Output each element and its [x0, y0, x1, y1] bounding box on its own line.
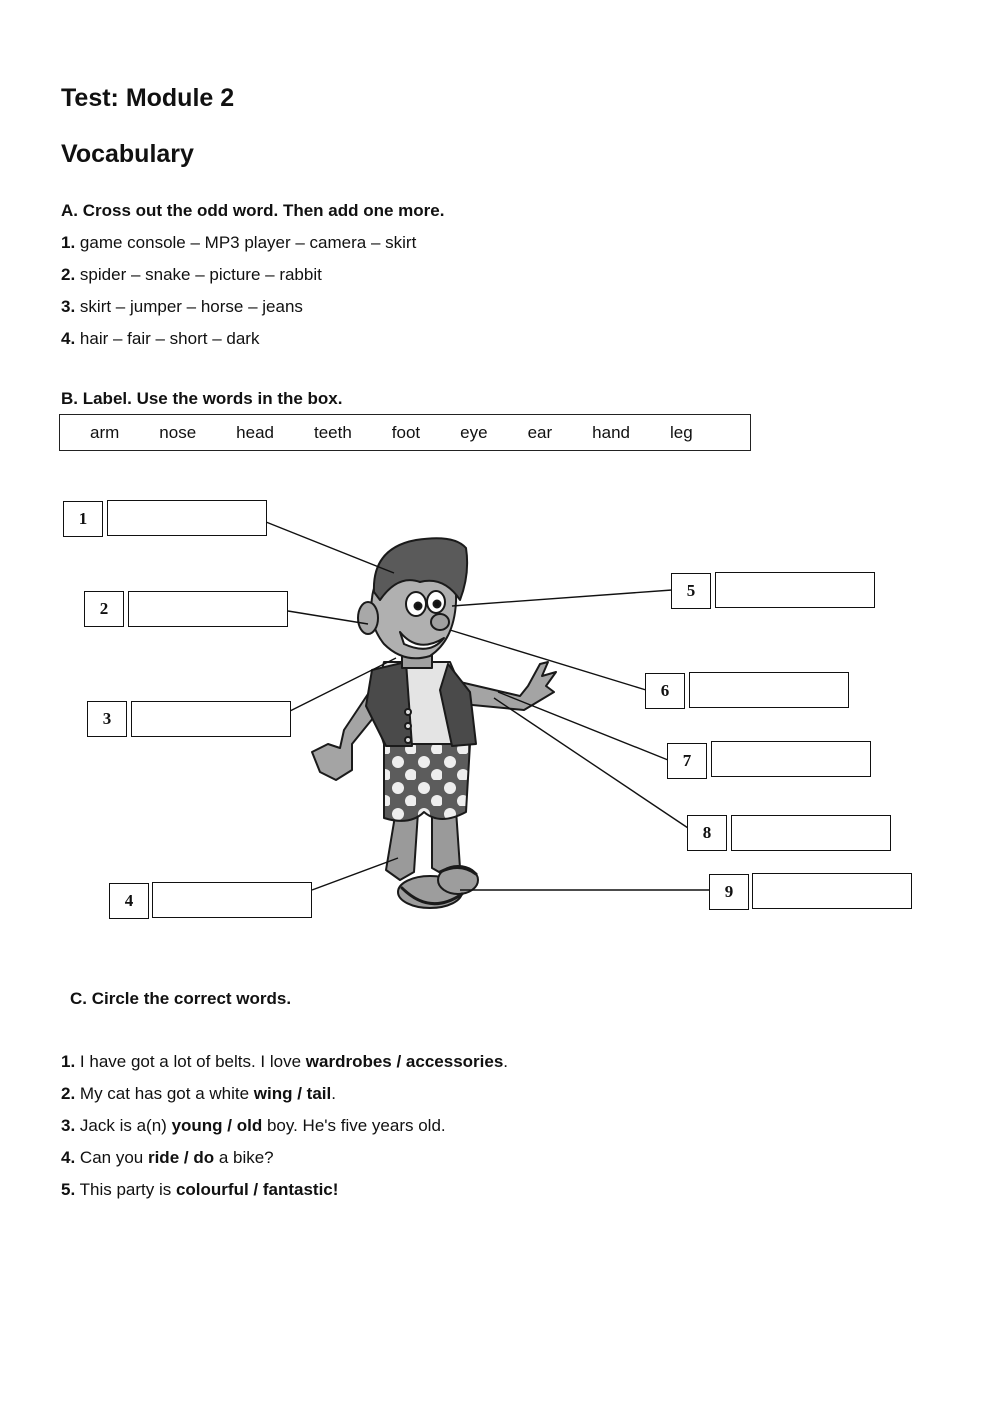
label-answer-field[interactable] [131, 701, 291, 737]
word-box-word: nose [159, 422, 197, 442]
label-number-box: 1 [63, 501, 103, 537]
word-choice[interactable]: wardrobes / accessories [305, 1052, 504, 1071]
word-box-word: ear [527, 422, 553, 442]
word-box-word: hand [592, 422, 630, 442]
part-b-instruction: B. Label. Use the words in the box. [61, 389, 343, 408]
part-a-instruction: A. Cross out the odd word. Then add one more. [61, 201, 445, 220]
label-answer-field[interactable] [128, 591, 288, 627]
label-number-box: 5 [671, 573, 711, 609]
label-answer-field[interactable] [731, 815, 891, 851]
part-c-item: 2. My cat has got a white wing / tail. [61, 1084, 336, 1103]
word-box-word: teeth [313, 422, 352, 442]
word-choice[interactable]: ride / do [147, 1148, 215, 1167]
part-a-item: 1. game console – MP3 player – camera – skirt [61, 233, 417, 252]
label-answer-field[interactable] [152, 882, 312, 918]
word-box-word: arm [90, 422, 120, 442]
label-answer-field[interactable] [107, 500, 267, 536]
label-number-box: 9 [709, 874, 749, 910]
part-c-item: 4. Can you ride / do a bike? [61, 1148, 274, 1167]
label-answer-field[interactable] [711, 741, 871, 777]
word-box-word: head [236, 422, 274, 442]
label-number-box: 7 [667, 743, 707, 779]
label-number-box: 4 [109, 883, 149, 919]
part-c-item: 5. This party is colourful / fantastic! [61, 1180, 339, 1199]
part-a-item: 3. skirt – jumper – horse – jeans [61, 297, 303, 316]
label-number-box: 8 [687, 815, 727, 851]
part-a-item: 2. spider – snake – picture – rabbit [61, 265, 322, 284]
label-number-box: 6 [645, 673, 685, 709]
part-c-instruction: C. Circle the correct words. [70, 989, 292, 1008]
word-choice[interactable]: young / old [171, 1116, 263, 1135]
label-number-box: 3 [87, 701, 127, 737]
word-box-word: eye [460, 422, 488, 442]
label-answer-field[interactable] [715, 572, 875, 608]
section-heading: Vocabulary [61, 140, 194, 168]
word-choice[interactable]: colourful / fantastic! [175, 1180, 339, 1199]
word-box-word: leg [669, 422, 693, 442]
part-c-item: 1. I have got a lot of belts. I love wardrobes / accessories. [61, 1052, 509, 1071]
word-choice[interactable]: wing / tail [253, 1084, 332, 1103]
page-title: Test: Module 2 [61, 84, 235, 112]
label-answer-field[interactable] [752, 873, 912, 909]
part-a-item: 4. hair – fair – short – dark [61, 329, 260, 348]
label-number-box: 2 [84, 591, 124, 627]
word-box-word: foot [391, 422, 421, 442]
part-c-item: 3. Jack is a(n) young / old boy. He's five years old. [61, 1116, 446, 1135]
label-answer-field[interactable] [689, 672, 849, 708]
word-box [59, 414, 751, 451]
